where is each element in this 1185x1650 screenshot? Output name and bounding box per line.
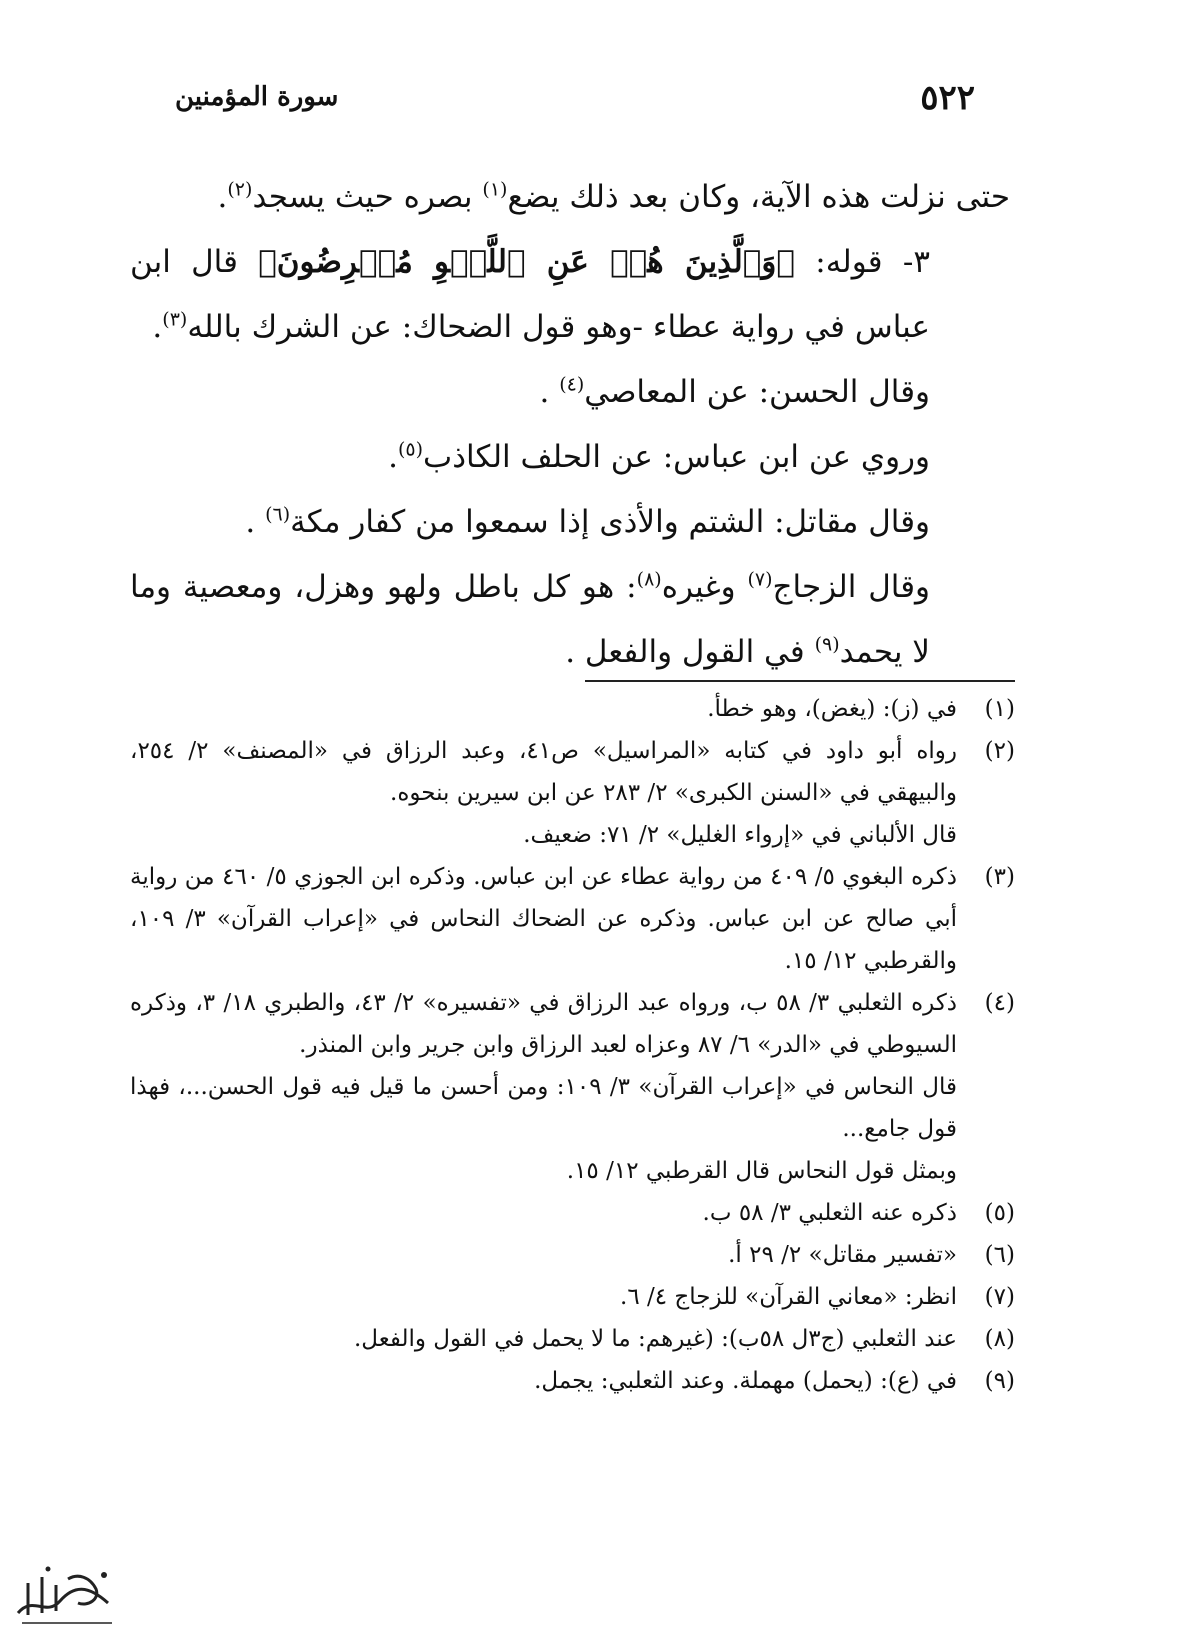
paragraph-1 (130, 165, 1010, 230)
footnote-body (130, 1192, 957, 1234)
footnote-1 (130, 688, 1015, 730)
surah-title: سورة المؤمنين (175, 82, 339, 112)
quran-verse: ﴿وَٱلَّذِينَ هُمۡ عَنِ ٱللَّغۡوِ مُعۡرِضُونَ﴾ (258, 244, 795, 280)
footnote-line: «تفسير مقاتل» ٢/ ٢٩ أ. (728, 1242, 957, 1268)
footnote-8 (130, 1318, 1015, 1360)
footnote-number: (٦) (984, 1242, 1015, 1268)
footnote-number: (٧) (984, 1284, 1015, 1310)
running-header (175, 78, 975, 128)
footnote-body (130, 688, 957, 730)
paragraph-3 (130, 360, 1010, 425)
footnote-4 (130, 982, 1015, 1192)
footnote-ref-5: (٥) (397, 438, 424, 461)
footnote-number: (٤) (984, 990, 1015, 1016)
footnote-ref-2: (٢) (227, 178, 253, 201)
text-span: . (217, 179, 228, 215)
paragraph-6 (130, 555, 1010, 685)
text-span: . (152, 309, 163, 345)
text-span: وغيره (661, 569, 748, 605)
footnote-line: ذكره الثعلبي ٣/ ٥٨ ب، ورواه عبد الرزاق في «تفسيره» ٢/ ٤٣، والطبري ١٨/ ٣، وذكره السيوطي في «الدر» ٦/ ٨٧ وعزاه لعبد الرزاق وابن جرير وابن المنذر. (130, 990, 958, 1058)
paragraph-5 (130, 490, 1010, 555)
footnote-line: في (ز): (يغض)، وهو خطأ. (707, 696, 957, 722)
footnote-ref-8: (٨) (636, 568, 662, 591)
footnote-body (130, 730, 957, 856)
text-span: : هو كل باطل ولهو وهزل، ومعصية وما لا يحمد (130, 569, 930, 670)
footnote-body (130, 1276, 957, 1318)
text-span: . (539, 374, 560, 410)
footnote-2 (130, 730, 1015, 856)
footnote-body (130, 1234, 957, 1276)
footnote-line: رواه أبو داود في كتابه «المراسيل» ص٤١، وعبد الرزاق في «المصنف» ٢/ ٢٥٤، والبيهقي في «السنن الكبرى» ٢/ ٢٨٣ عن ابن سيرين بنحوه. (130, 738, 958, 806)
publisher-logo (8, 1555, 123, 1635)
paragraph-4 (130, 425, 1010, 490)
text-span: ٣- قوله: (794, 244, 930, 280)
footnote-5 (130, 1192, 1015, 1234)
footnote-ref-3: (٣) (162, 308, 188, 331)
text-span: في القول والفعل . (565, 634, 815, 670)
paragraph-2 (130, 230, 1010, 360)
text-span: وقال مقاتل: الشتم والأذى إذا سمعوا من كفار مكة (290, 504, 930, 540)
footnote-body (130, 1318, 957, 1360)
footnote-ref-7: (٧) (747, 568, 773, 591)
footnote-line: في (ع): (يحمل) مهملة. وعند الثعلبي: يجمل. (534, 1368, 957, 1394)
text-span: . (245, 504, 266, 540)
footnote-number: (١) (984, 696, 1015, 722)
footnote-ref-1: (١) (482, 178, 508, 201)
footnote-3 (130, 856, 1015, 982)
main-text (130, 165, 1010, 685)
footnote-ref-4: (٤) (559, 373, 585, 396)
footnote-body (130, 1360, 957, 1402)
footnote-line: وبمثل قول النحاس قال القرطبي ١٢/ ١٥. (566, 1158, 957, 1184)
footnote-divider (585, 680, 1015, 682)
footnote-line: ذكره عنه الثعلبي ٣/ ٥٨ ب. (702, 1200, 957, 1226)
footnote-number: (٥) (984, 1200, 1015, 1226)
footnote-line: قال الألباني في «إرواء الغليل» ٢/ ٧١: ضعيف. (523, 822, 957, 848)
footnote-line: قال النحاس في «إعراب القرآن» ٣/ ١٠٩: ومن أحسن ما قيل فيه قول الحسن...، فهذا قول جامع... (130, 1074, 958, 1142)
footnotes (130, 688, 1015, 1402)
footnote-number: (٣) (984, 864, 1015, 890)
footnote-6 (130, 1234, 1015, 1276)
footnote-ref-9: (٩) (814, 633, 840, 656)
footnote-number: (٨) (984, 1326, 1015, 1352)
text-span: وقال الزجاج (772, 569, 930, 605)
footnote-ref-6: (٦) (265, 503, 291, 526)
footnote-number: (٩) (984, 1368, 1015, 1394)
footnote-body (130, 982, 957, 1192)
text-span: وروي عن ابن عباس: عن الحلف الكاذب (423, 439, 930, 475)
footnote-line: ذكره البغوي ٥/ ٤٠٩ من رواية عطاء عن ابن عباس. وذكره ابن الجوزي ٥/ ٤٦٠ من رواية أبي صالح عن ابن عباس. وذكره عن الضحاك النحاس في «إعراب القرآن» ٣/ ١٠٩، والقرطبي ١٢/ ١٥. (130, 864, 957, 974)
footnote-body (130, 856, 957, 982)
text-span: بصره حيث يسجد (252, 179, 483, 215)
footnote-line: انظر: «معاني القرآن» للزجاج ٤/ ٦. (620, 1284, 957, 1310)
footnote-9 (130, 1360, 1015, 1402)
text-span: حتى نزلت هذه الآية، وكان بعد ذلك يضع (507, 179, 1010, 215)
page-number: ٥٢٢ (920, 78, 975, 118)
text-span: وقال الحسن: عن المعاصي (584, 374, 930, 410)
footnote-number: (٢) (984, 738, 1015, 764)
footnote-7 (130, 1276, 1015, 1318)
text-span: . (388, 439, 398, 475)
text-span: قال ابن عباس في رواية عطاء -وهو قول الضحاك: عن الشرك بالله (130, 244, 930, 345)
footnote-line: عند الثعلبي (ج٣ل ٥٨ب): (غيرهم: ما لا يحمل في القول والفعل. (354, 1326, 957, 1352)
